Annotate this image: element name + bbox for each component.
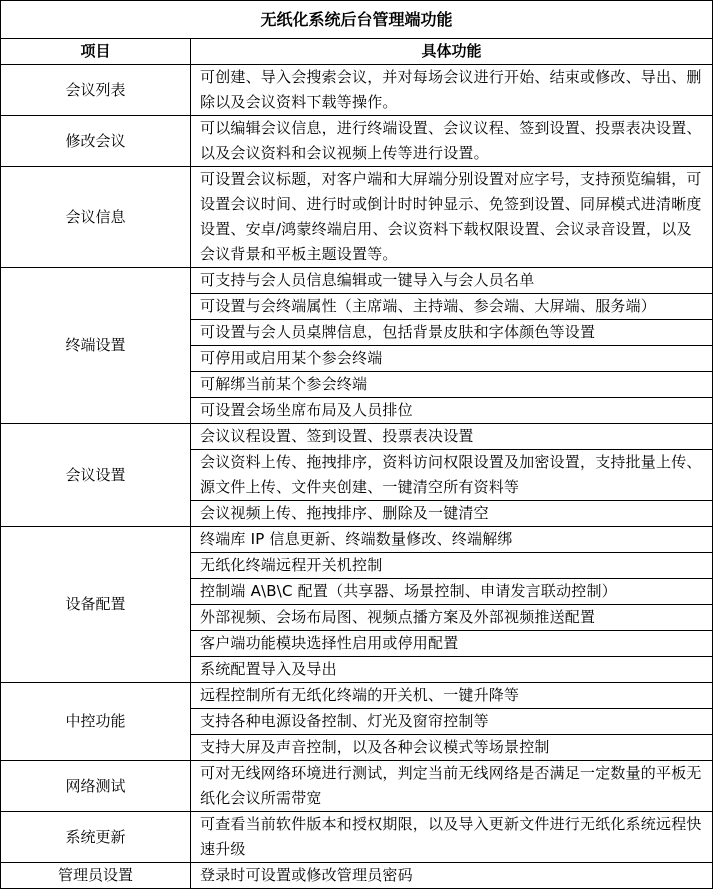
item-cell: 会议信息 <box>1 167 191 268</box>
function-cell: 可解绑当前某个参会终端 <box>191 372 713 398</box>
function-cell: 外部视频、会场布局图、视频点播方案及外部视频推送配置 <box>191 605 713 631</box>
item-cell: 设备配置 <box>1 527 191 683</box>
function-cell: 可设置与会人员桌牌信息，包括背景皮肤和字体颜色等设置 <box>191 320 713 346</box>
function-cell: 支持大屏及声音控制，以及各种会议模式等场景控制 <box>191 735 713 761</box>
function-cell: 可创建、导入会搜索会议，并对每场会议进行开始、结束或修改、导出、删除以及会议资料下载等操作。 <box>191 65 713 116</box>
function-cell: 可设置会议标题，对客户端和大屏端分别设置对应字号，支持预览编辑，可设置会议时间、进行时或倒计时时钟显示、免签到设置、同屏模式进清晰度设置、安卓/鸿蒙终端启用、会议资料下载权限设置、会议录音设置，以及会议背景和平板主题设置等。 <box>191 167 713 268</box>
function-cell: 控制端 A\B\C 配置（共享器、场景控制、申请发言联动控制） <box>191 579 713 605</box>
function-cell: 会议议程设置、签到设置、投票表决设置 <box>191 424 713 450</box>
item-cell: 管理员设置 <box>1 863 191 889</box>
function-cell: 无纸化终端远程开关机控制 <box>191 553 713 579</box>
header-function: 具体功能 <box>191 39 713 65</box>
header-item: 项目 <box>1 39 191 65</box>
function-cell: 会议资料上传、拖拽排序，资料访问权限设置及加密设置，支持批量上传、源文件上传、文件夹创建、一键清空所有资料等 <box>191 450 713 501</box>
function-cell: 可以编辑会议信息，进行终端设置、会议议程、签到设置、投票表决设置、以及会议资料和会议视频上传等进行设置。 <box>191 116 713 167</box>
function-cell: 支持各种电源设备控制、灯光及窗帘控制等 <box>191 709 713 735</box>
function-cell: 可支持与会人员信息编辑或一键导入与会人员名单 <box>191 268 713 294</box>
function-cell: 客户端功能模块选择性启用或停用配置 <box>191 631 713 657</box>
function-cell: 可停用或启用某个参会终端 <box>191 346 713 372</box>
function-cell: 远程控制所有无纸化终端的开关机、一键升降等 <box>191 683 713 709</box>
item-cell: 系统更新 <box>1 812 191 863</box>
item-cell: 网络测试 <box>1 761 191 812</box>
function-cell: 可设置与会终端属性（主席端、主持端、参会端、大屏端、服务端） <box>191 294 713 320</box>
item-cell: 终端设置 <box>1 268 191 424</box>
function-cell: 系统配置导入及导出 <box>191 657 713 683</box>
function-cell: 登录时可设置或修改管理员密码 <box>191 863 713 889</box>
item-cell: 中控功能 <box>1 683 191 761</box>
function-cell: 终端库 IP 信息更新、终端数量修改、终端解绑 <box>191 527 713 553</box>
item-cell: 会议设置 <box>1 424 191 527</box>
item-cell: 修改会议 <box>1 116 191 167</box>
function-cell: 会议视频上传、拖拽排序、删除及一键清空 <box>191 501 713 527</box>
function-cell: 可对无线网络环境进行测试，判定当前无线网络是否满足一定数量的平板无纸化会议所需带宽 <box>191 761 713 812</box>
function-cell: 可设置会场坐席布局及人员排位 <box>191 398 713 424</box>
item-cell: 会议列表 <box>1 65 191 116</box>
table-title: 无纸化系统后台管理端功能 <box>1 1 713 39</box>
function-cell: 可查看当前软件版本和授权期限，以及导入更新文件进行无纸化系统远程快速升级 <box>191 812 713 863</box>
